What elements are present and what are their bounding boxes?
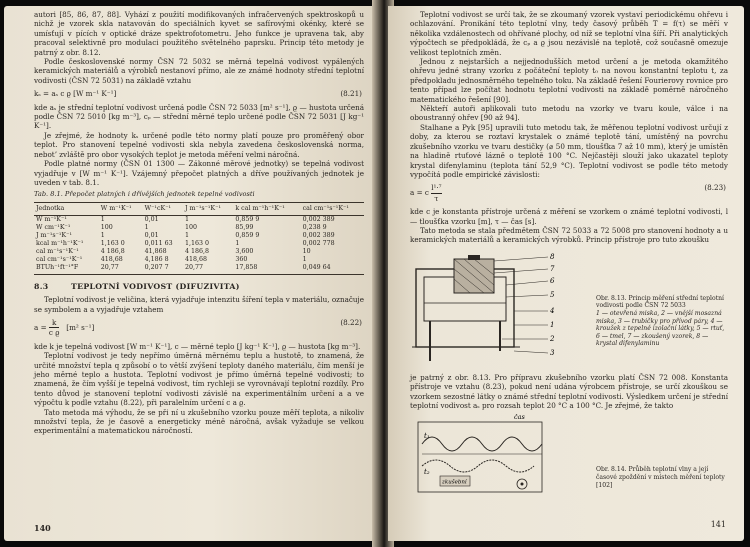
- table-cell: 85,99: [235, 223, 254, 231]
- wave-label-t2: t₂: [424, 468, 430, 477]
- paragraph: Teplotní vodivost se určí tak, že se zkoumaný vzorek vystaví periodickému ohřevu i ochlazování. Pronikání této teplotní vlny, tedy časový průběh T = f(τ) se měří v několika vzdálenostech od ohřívané plochy, od níž se teplotní vlna šíří. Při analytických výpočtech se předpokládá, že cₚ a ϱ jsou nezávislé na teplotě, což současně omezuje velikost teplotních změn.: [410, 10, 728, 57]
- equation-body: [34, 318, 94, 338]
- figure-label: 1: [550, 320, 555, 329]
- left-page-text: [34, 10, 364, 436]
- table-cell: 100: [100, 223, 113, 231]
- figure-8-14: [410, 414, 728, 506]
- table-header: k cal m⁻¹h⁻¹K⁻¹: [233, 202, 300, 215]
- table-cell: W cm⁻¹K⁻¹: [36, 223, 71, 231]
- table-row: [34, 248, 364, 256]
- table-cell: 0,049 64: [301, 264, 364, 275]
- paragraph: Teplotní vodivost je tedy nepřímo úměrná měrnému teplu a hustotě, to znamená, že určité množství tepla q způsobí o to větší zvýšení teploty daného materiálu, čím menší je jeho měrné teplo a hustota. Teplotní vodivost je přímo úměrná tepelné vodivosti; to znamená, že čím vyšší je tepelná vodivost, tím rychleji se vyrovnávají teplotní rozdíly. Pro tento důvod je stanovení teplotní vodivosti závislé na experimentálním určení a a ve výpočtu k podle vztahu (8.22), při paralelním určení c a ϱ.: [34, 351, 364, 408]
- figure-8-13: [410, 251, 728, 369]
- table-cell: 17,858: [233, 264, 300, 275]
- paragraph: Teplotní vodivost je veličina, která vyjadřuje intenzitu šíření tepla v materiálu, označuje se symbolem a a vyjadřuje vztahem: [34, 295, 364, 314]
- paragraph: Podle platné normy (ČSN 01 1300 — Zákonné měrové jednotky) se tepelná vodivost vyjadřuje v [W m⁻¹ K⁻¹]. Vzájemný přepočet platných a dříve používaných jednotek je uveden v tab. 8.1.: [34, 159, 364, 187]
- paragraph: Podle československé normy ČSN 72 5032 se měrná tepelná vodivost vypálených keramických materiálů a výrobků nestanoví přímo, ale ze známé hodnoty střední teplotní vodivosti (ČSN 72 5031) na základě vztahu: [34, 57, 364, 85]
- equation-body: [410, 183, 442, 203]
- page-number: 141: [710, 520, 726, 529]
- table-cell: kcal m⁻¹h⁻¹K⁻¹: [36, 239, 84, 247]
- figure-legend: 1 — otevřená miska, 2 — vnější mosazná miska, 3 — trubičky pro přívod páry, 4 — kroužek z tepelně izolační látky, 5 — rtuť, 6 — tmel, 7 — zkoušený vzorek, 8 — krystal difenylaminu: [596, 309, 725, 348]
- table-cell: 20,77: [183, 264, 233, 275]
- equation-8-22: [34, 318, 364, 338]
- section-number: 8.3: [34, 281, 49, 291]
- table-cell: 10: [302, 247, 311, 255]
- right-page: [388, 6, 744, 541]
- table-header: Jednotka: [34, 202, 99, 215]
- table-cell: 0,207 7: [143, 264, 183, 275]
- table-row: [34, 232, 364, 240]
- table-cell: 1: [100, 231, 105, 239]
- table-cell: 0,002 389: [302, 231, 335, 239]
- equation-number: (8.22): [340, 317, 362, 327]
- figure-caption: [596, 295, 728, 348]
- wave-t2: [422, 460, 534, 472]
- table-cell: 4 186,8: [100, 247, 125, 255]
- paragraph: kde aₛ je střední teplotní vodivost určená podle ČSN 72 5033 [m² s⁻¹], ϱ — hustota určená podle ČSN 72 5010 [kg m⁻³], cₚ — střední měrné teplo určené podle ČSN 72 5031 [J kg⁻¹ K⁻¹].: [34, 102, 364, 131]
- table-header: J m⁻¹s⁻¹K⁻¹: [183, 202, 233, 215]
- equation-number: (8.21): [340, 89, 362, 99]
- table-cell: J m⁻¹s⁻¹K⁻¹: [36, 231, 72, 239]
- table-cell: 1,163 0: [100, 239, 125, 247]
- paragraph: kde c je konstanta přístroje určená z měření se vzorkem o známé teplotní vodivosti, l — tloušťka vzorku [m], τ — čas [s].: [410, 207, 728, 226]
- paragraph: Někteří autoři aplikovali tuto metodu na vzorky ve tvaru koule, válce i na oboustranný ohřev [90 až 94].: [410, 104, 728, 123]
- temperature-wave-diagram: [410, 414, 590, 506]
- table-cell: 1: [235, 239, 240, 247]
- source-label: zkušební: [442, 479, 467, 486]
- conversion-table: [34, 202, 364, 275]
- table-header: W⁻¹cK⁻¹: [143, 202, 183, 215]
- paragraph: Tato metoda má výhodu, že se při ní u zkušebního vzorku pouze měří teplota, a nikoliv množství tepla, že je časově a energeticky méně náročná, avšak vyžaduje se velkou experimentální a matematickou náročností.: [34, 407, 364, 436]
- table-cell: 1: [100, 215, 105, 223]
- paragraph: Tato metoda se stala předmětem ČSN 72 5033 a 72 5008 pro stanovení hodnoty a u keramických materiálů a keramických výrobků. Princip přístroje pro tuto zkoušku: [410, 225, 728, 245]
- table-cell: 0,01: [144, 215, 159, 223]
- paragraph: je patrný z obr. 8.13. Pro přípravu zkušebního vzorku platí ČSN 72 008. Konstanta přístroje ve vztahu (8.23), pokud není udána výrobcem přístroje, se určí zkouškou se vzorkem sezostné látky o známé střední teplotní vodivosti. Výsledkem určení je střední teplotní vodivost aₛ pro rozsah teplot 20 °C a 100 °C. Je zřejmé, že takto: [410, 372, 728, 410]
- figure-title: Obr. 8.13. Princip měření střední teplotní vodivosti podle ČSN 72 5033: [596, 294, 724, 310]
- fraction-denominator: c ϱ: [48, 328, 60, 338]
- fraction: [49, 318, 60, 338]
- leader-line: [514, 351, 548, 353]
- leader-line: [506, 295, 548, 297]
- fraction-numerator: k: [49, 318, 60, 328]
- table-cell: W m⁻¹K⁻¹: [36, 215, 67, 223]
- paragraph: Jednou z nejstarších a nejjednodušších metod určení a je metoda okamžitého ohřevu jedné strany vzorku z počáteční teploty t₀ na novou konstantní teplotu t, za předpokladu jednosměrného tepelného toku. Na základě řešení Fourierovy rovnice pro tento případ lze počítat hodnotu teplotní vodivosti na základě poměrně náročného matematického řešení [90].: [410, 57, 728, 104]
- equation-number: (8.23): [704, 183, 726, 193]
- table-cell: 1: [144, 223, 149, 231]
- table-row: [34, 215, 364, 224]
- table-cell: 418,68: [100, 255, 123, 263]
- table-cell: cal cm⁻¹s⁻¹K⁻¹: [36, 255, 83, 263]
- wave-label-t1: t₁: [424, 432, 430, 441]
- table-cell: 20,77: [99, 264, 143, 275]
- table-row: [34, 264, 364, 275]
- table-cell: 0,238 9: [302, 223, 327, 231]
- sensor-dot: [521, 483, 524, 486]
- table-cell: 0,859 9: [235, 215, 260, 223]
- paragraph: kde k je tepelná vodivost [W m⁻¹ K⁻¹], c — měrné teplo [J kg⁻¹ K⁻¹], ϱ — hustota [kg m⁻³].: [34, 341, 361, 351]
- table-cell: 4,186 8: [144, 255, 169, 263]
- equation-lhs: a =: [34, 322, 47, 332]
- table-cell: 0,002 389: [302, 215, 335, 223]
- table-cell: 4 186,8: [185, 247, 210, 255]
- leader-line: [494, 257, 548, 261]
- left-page: [4, 6, 378, 541]
- table-cell: 100: [185, 223, 198, 231]
- figure-label: 3: [550, 348, 555, 357]
- section-title: TEPLOTNÍ VODIVOST (DIFUZIVITA): [71, 281, 240, 291]
- wave-t1: [422, 437, 542, 451]
- figure-label: 8: [550, 252, 555, 261]
- table-header-row: [34, 202, 364, 215]
- table-cell: 0,002 778: [302, 239, 335, 247]
- right-page-text: [410, 10, 728, 510]
- crystal-marker: [468, 255, 480, 260]
- apparatus-diagram: [410, 251, 590, 369]
- table-cell: 1: [302, 255, 307, 263]
- fraction: [431, 183, 441, 203]
- time-label: čas: [514, 414, 525, 422]
- section-heading: [34, 282, 364, 291]
- equation-lhs: a = c: [410, 188, 429, 198]
- paragraph: Je zřejmé, že hodnoty kₛ určené podle této normy platí pouze pro proměřený obor teplot. Pro stanovení tepelné vodivosti skla nebyla zavedena československá norma, nebot’ zvláště pro obor vysokých teplot je metoda měření velmi náročná.: [34, 130, 364, 159]
- fraction-denominator: τ: [434, 193, 439, 203]
- figure-caption: Obr. 8.14. Průběh teplotní vlny a její časové zpoždění v místech měření teploty [102]: [596, 466, 725, 489]
- table-cell: 0,01: [144, 231, 159, 239]
- equation-unit: [m² s⁻¹]: [66, 322, 95, 332]
- equation-8-21: [34, 89, 364, 98]
- page-number: 140: [34, 523, 51, 533]
- table-cell: 360: [235, 255, 248, 263]
- figure-label: 4: [550, 306, 555, 315]
- figure-label: 6: [550, 276, 555, 285]
- table-cell: 1,163 0: [185, 239, 210, 247]
- table-cell: 3,600: [235, 247, 254, 255]
- table-cell: cal m⁻¹s⁻¹K⁻¹: [36, 247, 79, 255]
- table-header: cal cm⁻¹s⁻¹K⁻¹: [301, 202, 364, 215]
- plot-frame: [418, 422, 542, 492]
- equation-8-23: [410, 183, 728, 203]
- table-cell: 1: [185, 215, 190, 223]
- table-cell: 41,868: [144, 247, 167, 255]
- fraction-numerator: l¹·⁷: [431, 183, 442, 193]
- leader-line: [506, 281, 548, 285]
- paragraph: autori [85, 86, 87, 88]. Vyhází z použití modifikovaných infračervených spektroskopů u nichž je vzorek skla natavován do speciálních kyvet se safírovými okénky, které se umísťují v pících v optické dráze spektrofotometru. Jeho funkce je upravena tak, aby pracoval selektivně pro modulaci použitého světelného paprsku. Princip této metody je patrný z obr. 8.12.: [34, 10, 364, 57]
- figure-label: 7: [550, 264, 555, 273]
- table-row: [34, 224, 364, 232]
- equation-text: kₛ = aₛ c ϱ [W m⁻¹ K⁻¹]: [34, 89, 117, 99]
- paragraph: Stalhane a Pyk [95] upravili tuto metodu tak, že měřenou teplotní vodivost určují z doby, za kterou se roztaví krystalek o známé teplotě tání, umístěný na povrchu zkušebního vzorku ve tvaru destičky (⌀ 50 mm, tloušťka 7 až 10 mm), který je umístěn na hladině rtuťové lázně o teplotě 100 °C. Nejčastěji slouží jako ukazatel teploty krystal difenylaminu (teplota tání 52,9 °C). Teplotní vodivost se podle této metody vypočítá podle empirické závislosti:: [410, 122, 728, 179]
- table-cell: BTUh⁻¹ft⁻¹°F: [34, 264, 99, 275]
- table-caption: Tab. 8.1. Přepočet platných i dřívějších jednotek tepelné vodivosti: [34, 190, 255, 199]
- table-cell: 418,68: [185, 255, 208, 263]
- table-row: [34, 240, 364, 248]
- table-header: W m⁻¹K⁻¹: [99, 202, 143, 215]
- table-cell: 0,859 9: [235, 231, 260, 239]
- figure-label: 2: [550, 334, 555, 343]
- figure-label: 5: [550, 290, 555, 299]
- table-cell: 1: [185, 231, 190, 239]
- table-cell: 0,011 63: [144, 239, 173, 247]
- table-row: [34, 256, 364, 264]
